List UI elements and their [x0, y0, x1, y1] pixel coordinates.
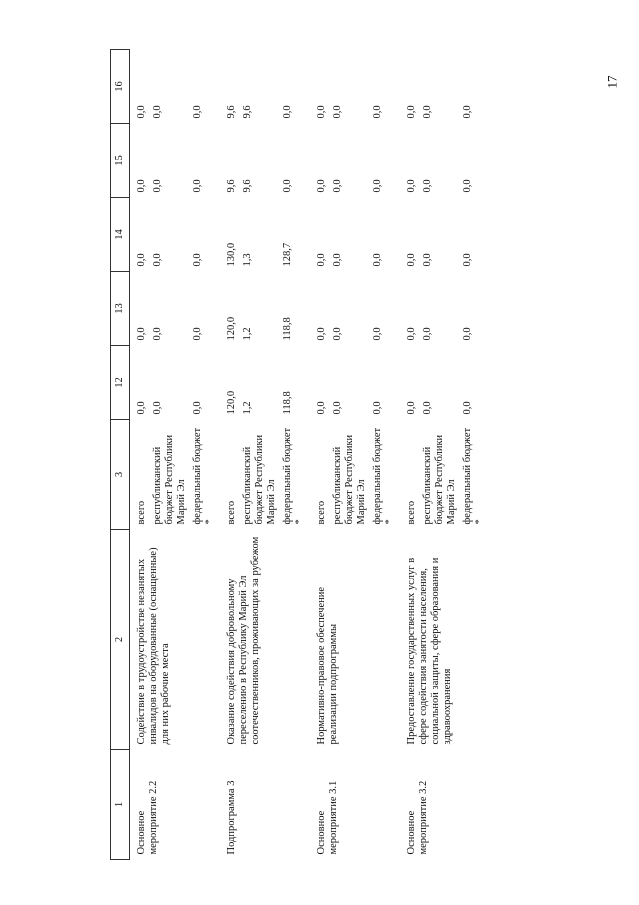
funding-value: 120,0 — [226, 316, 237, 341]
funding-source: республиканский бюджет Республики Марий Эл — [422, 434, 457, 525]
funding-source: республиканский бюджет Республики Марий Эл — [332, 434, 367, 525]
funding-source: всего — [406, 500, 417, 525]
header-cell: 1 — [111, 750, 130, 860]
table-body — [130, 50, 489, 860]
funding-value: 0,0 — [316, 327, 327, 341]
funding-source: федеральный бюджет * — [462, 427, 485, 525]
funding-value: 0,0 — [192, 253, 203, 267]
header-cell: 12 — [111, 346, 130, 420]
funding-value: 0,0 — [422, 105, 433, 119]
funding-value: 0,0 — [422, 253, 433, 267]
funding-value: 0,0 — [136, 179, 147, 193]
activity-description: Оказание содействия добровольному переселению в Республику Марий Эл соотечественников, проживающих за рубежом — [226, 536, 261, 745]
funding-value: 128,7 — [282, 242, 293, 267]
funding-value: 0,0 — [316, 179, 327, 193]
funding-value: 1,3 — [242, 253, 253, 267]
funding-value: 0,0 — [372, 327, 383, 341]
funding-value: 0,0 — [462, 327, 473, 341]
funding-value: 9,6 — [242, 179, 253, 193]
funding-source: всего — [316, 500, 327, 525]
funding-value: 0,0 — [192, 179, 203, 193]
funding-value: 0,0 — [152, 105, 163, 119]
activity-id: Основное мероприятие 3.1 — [316, 780, 339, 855]
funding-value: 9,6 — [242, 105, 253, 119]
funding-value: 0,0 — [332, 105, 343, 119]
funding-value: 0,0 — [372, 179, 383, 193]
funding-value: 0,0 — [462, 105, 473, 119]
funding-value: 0,0 — [332, 253, 343, 267]
funding-value: 1,2 — [242, 327, 253, 341]
header-cell: 14 — [111, 198, 130, 272]
activity-description: Нормативно-правовое обеспечение реализации подпрограммы — [316, 586, 339, 745]
funding-value: 0,0 — [136, 105, 147, 119]
funding-value: 0,0 — [136, 327, 147, 341]
funding-source: всего — [226, 500, 237, 525]
activity-id: Подпрограмма 3 — [226, 780, 237, 855]
funding-value: 0,0 — [406, 327, 417, 341]
rotated-table-container — [110, 50, 570, 860]
funding-value: 0,0 — [152, 253, 163, 267]
funding-value: 0,0 — [422, 327, 433, 341]
funding-value: 0,0 — [332, 327, 343, 341]
funding-source: всего — [136, 500, 147, 525]
funding-value: 120,0 — [226, 390, 237, 415]
funding-value: 0,0 — [406, 401, 417, 415]
funding-source: республиканский бюджет Республики Марий Эл — [152, 434, 187, 525]
funding-value: 0,0 — [372, 253, 383, 267]
header-row — [111, 50, 130, 860]
funding-value: 0,0 — [406, 105, 417, 119]
funding-value: 0,0 — [406, 253, 417, 267]
header-cell: 13 — [111, 272, 130, 346]
activity-id: Основное мероприятие 2.2 — [136, 780, 159, 855]
funding-source: федеральный бюджет * — [192, 427, 215, 525]
activity-description: Предоставление государственных услуг в сфере содействия занятости населения, социальной защиты, сфере образования и здравоохранения — [406, 557, 453, 745]
funding-value: 0,0 — [282, 105, 293, 119]
funding-value: 0,0 — [372, 105, 383, 119]
funding-value: 0,0 — [332, 401, 343, 415]
header-cell: 3 — [111, 420, 130, 530]
funding-table — [110, 49, 488, 860]
header-cell: 15 — [111, 124, 130, 198]
funding-value: 0,0 — [422, 401, 433, 415]
funding-value: 118,8 — [282, 317, 293, 341]
funding-value: 0,0 — [462, 401, 473, 415]
funding-value: 0,0 — [462, 253, 473, 267]
funding-value: 9,6 — [226, 179, 237, 193]
funding-value: 0,0 — [406, 179, 417, 193]
funding-value: 0,0 — [136, 253, 147, 267]
funding-value: 0,0 — [136, 401, 147, 415]
funding-value: 0,0 — [422, 179, 433, 193]
table-row — [130, 50, 151, 860]
funding-value: 0,0 — [332, 179, 343, 193]
table-row — [308, 50, 330, 860]
funding-value: 0,0 — [316, 401, 327, 415]
table-row — [218, 50, 240, 860]
header-cell: 2 — [111, 530, 130, 750]
funding-value: 118,8 — [282, 391, 293, 415]
funding-value: 130,0 — [226, 242, 237, 267]
funding-value: 0,0 — [152, 179, 163, 193]
activity-description: Содействие в трудоустройстве незанятых инвалидов на оборудованные (оснащенные) для них рабочие места — [136, 547, 171, 745]
funding-value: 0,0 — [152, 401, 163, 415]
funding-value: 0,0 — [192, 401, 203, 415]
funding-value: 0,0 — [372, 401, 383, 415]
page-number: 17 — [604, 75, 620, 89]
funding-source: федеральный бюджет * — [372, 427, 395, 525]
funding-value: 0,0 — [316, 253, 327, 267]
funding-value: 0,0 — [316, 105, 327, 119]
header-cell: 16 — [111, 50, 130, 124]
activity-id: Основное мероприятие 3.2 — [406, 780, 429, 855]
funding-value: 1,2 — [242, 401, 253, 415]
funding-value: 0,0 — [152, 327, 163, 341]
funding-value: 9,6 — [226, 105, 237, 119]
funding-value: 0,0 — [192, 327, 203, 341]
table-row — [398, 50, 420, 860]
funding-value: 0,0 — [282, 179, 293, 193]
funding-value: 0,0 — [192, 105, 203, 119]
funding-source: республиканский бюджет Республики Марий Эл — [242, 434, 277, 525]
funding-value: 0,0 — [462, 179, 473, 193]
funding-source: федеральный бюджет * — [282, 427, 305, 525]
